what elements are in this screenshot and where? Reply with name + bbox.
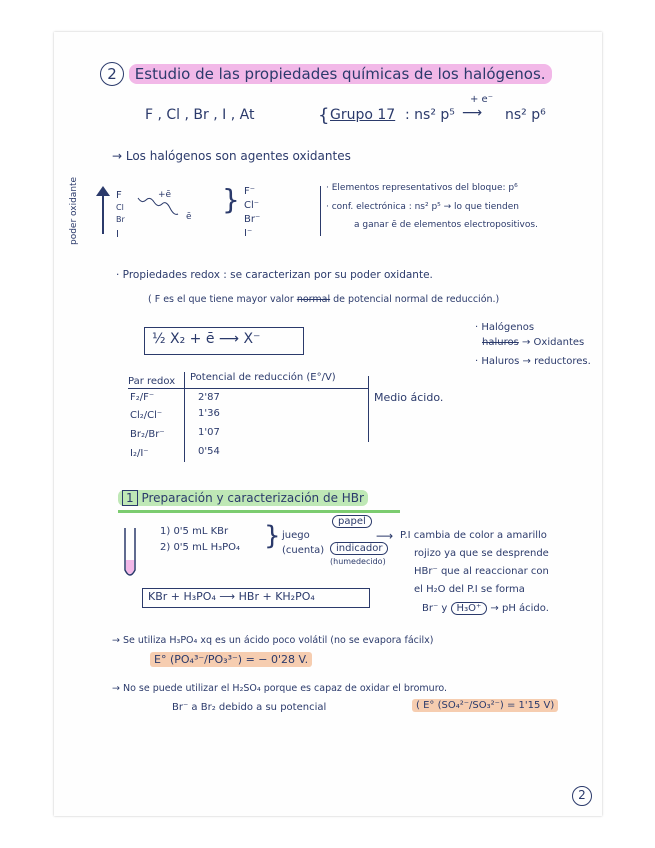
table-row-value-0: 2'87: [198, 392, 220, 403]
oxidants-note: → Los halógenos son agentes oxidantes: [112, 149, 351, 163]
group-label: Grupo 17: [330, 107, 396, 123]
wavy-arrow-icon: [136, 196, 186, 218]
oxidizing-power-label: poder oxidante: [69, 176, 79, 245]
half-reaction: ½ X₂ + ē ⟶ X⁻: [152, 331, 261, 347]
table-row-pair-1: Cl₂/Cl⁻: [130, 410, 163, 421]
humedecido-label: (humedecido): [330, 557, 386, 566]
element-I: I: [116, 229, 119, 240]
papel-label: papel: [332, 516, 372, 527]
config-result: ns² p⁶: [505, 107, 546, 123]
step-brace: }: [264, 521, 281, 551]
title-text: Estudio de las propiedades químicas de los halógenos.: [129, 64, 552, 84]
pi-line-2: HBr⁻ que al reaccionar con: [414, 566, 549, 577]
section-number: 1: [122, 490, 138, 506]
element-Br: Br: [116, 215, 125, 224]
note-config: · conf. electrónica : ns² p⁵ → lo que tienden: [326, 202, 519, 212]
note-bromide: Br⁻ a Br₂ debido a su potencial: [172, 702, 327, 713]
reaction: KBr + H₃PO₄ ⟶ HBr + KH₂PO₄: [148, 590, 315, 603]
table-v-line-right: [368, 376, 369, 442]
section-underline: [118, 510, 400, 513]
table-row-pair-3: I₂/I⁻: [130, 448, 149, 459]
pi-line-1: rojizo ya que se desprende: [414, 548, 549, 559]
table-header-pair: Par redox: [128, 376, 176, 387]
pi-line-3: el H₂O del P.I se forma: [414, 584, 525, 595]
table-v-line: [184, 372, 185, 462]
ion-Br: Br⁻: [244, 214, 261, 225]
minus-e: ē: [186, 212, 192, 222]
step-2: 2) 0'5 mL H₃PO₄: [160, 542, 241, 553]
table-row-pair-2: Br₂/Br⁻: [130, 429, 165, 440]
arrow: ⟶: [462, 105, 483, 121]
element-F: F: [116, 190, 122, 201]
note-h3po4: → Se utiliza H₃PO₄ xq es un ácido poco volátil (no se evapora fácilx): [112, 635, 434, 646]
up-arrow-icon: [96, 186, 110, 236]
brace: {: [318, 105, 330, 126]
brace-ions: }: [222, 183, 240, 216]
redox-heading: · Propiedades redox : se caracterizan por su poder oxidante.: [116, 269, 433, 281]
divider: [320, 186, 321, 236]
ion-I: I⁻: [244, 228, 253, 239]
juego-label: juego: [282, 530, 310, 541]
halogens-note: · Halógenos: [475, 322, 535, 333]
halogen-list: F , Cl , Br , I , At: [145, 107, 255, 123]
table-row-value-1: 1'36: [198, 408, 220, 419]
redox-paren: ( F es el que tiene mayor valor normal de potencial normal de reducción.): [148, 294, 500, 305]
table-h-line: [128, 388, 368, 389]
element-Cl: Cl: [116, 203, 124, 212]
note-h2so4-eq: ( E° (SO₄²⁻/SO₃²⁻) = 1'15 V): [412, 700, 558, 711]
note-gain: a ganar ē de elementos electropositivos.: [354, 220, 538, 230]
test-tube-icon: [122, 526, 138, 582]
halogens-result: haluros → Oxidantes: [482, 337, 585, 348]
result-arrow: ⟶: [376, 529, 394, 543]
medium-label: Medio ácido.: [374, 391, 444, 404]
ion-Cl: Cl⁻: [244, 200, 260, 211]
table-row-value-3: 0'54: [198, 446, 220, 457]
page-title: [100, 62, 552, 86]
note-h2so4: → No se puede utilizar el H₂SO₄ porque es capaz de oxidar el bromuro.: [112, 683, 448, 694]
title-number: 2: [100, 62, 124, 86]
indicador-label: indicador: [330, 543, 388, 554]
table-row-value-2: 1'07: [198, 427, 220, 438]
config: : ns² p⁵: [405, 107, 455, 123]
table-row-pair-0: F₂/F⁻: [130, 392, 155, 403]
plus-e: +ē: [158, 190, 172, 200]
pi-line-4: Br⁻ y H₃O⁺ → pH ácido.: [422, 603, 549, 614]
haluros-note: · Haluros → reductores.: [475, 356, 591, 367]
section-title: 1 Preparación y caracterización de HBr: [118, 492, 368, 505]
table-header-potential: Potencial de reducción (E°/V): [190, 372, 336, 383]
pi-line-0: P.I cambia de color a amarillo: [400, 530, 547, 541]
step-1: 1) 0'5 mL KBr: [160, 526, 229, 537]
ion-F: F⁻: [244, 186, 256, 197]
cuenta-label: (cuenta): [282, 545, 325, 556]
page-number: 2: [572, 786, 592, 806]
note-block-p: · Elementos representativos del bloque: p⁶: [326, 183, 518, 193]
note-h3po4-eq: E° (PO₄³⁻/PO₃³⁻) = − 0'28 V.: [150, 654, 312, 666]
arrow-label: + e⁻: [470, 94, 493, 105]
